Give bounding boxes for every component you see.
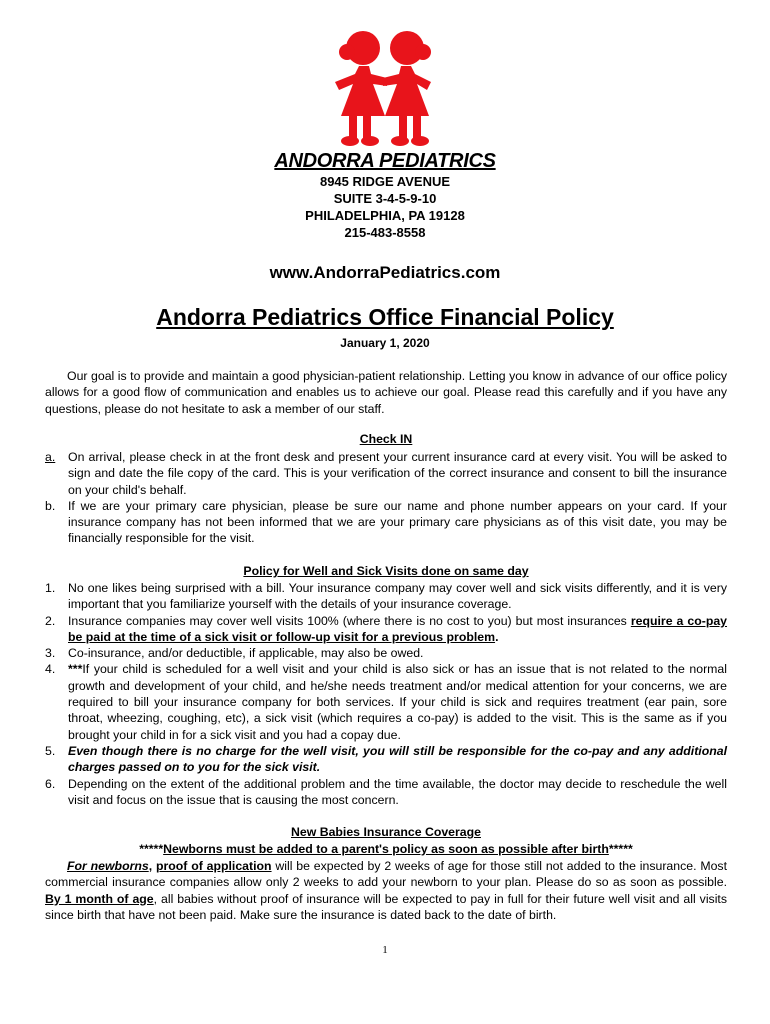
newborns-notice: [45, 841, 727, 857]
list-item-text: If we are your primary care physician, please be sure our name and phone number appears on your card. If your insurance company has not been informed that we are your primary care physicians as of this visit date, you may be financially responsible for the visit.: [68, 498, 727, 546]
well-sick-list: [45, 580, 727, 808]
policy-date: January 1, 2020: [340, 336, 430, 350]
check-in-list: [45, 449, 727, 547]
list-item: [45, 743, 727, 776]
list-item: [45, 661, 727, 742]
proof-of-application: proof of application: [155, 859, 272, 873]
list-marker: 5.: [45, 743, 56, 758]
intro-paragraph: Our goal is to provide and maintain a good physician-patient relationship. Letting you know in advance of our office policy allows for a good flow of communication and enables us to achieve our goal. Please read this carefully and if you have any questions, please do not hesitate to ask a member of our staff.: [45, 369, 727, 416]
children-logo-icon: [329, 26, 441, 150]
policy-title: Andorra Pediatrics Office Financial Policy: [156, 304, 614, 330]
item-end: .: [495, 629, 499, 644]
address-street: 8945 RIDGE AVENUE: [319, 174, 451, 189]
page-number: 1: [382, 944, 388, 956]
asterisks: ***: [68, 662, 83, 677]
list-item: [45, 645, 727, 661]
address-city: PHILADELPHIA, PA 19128: [305, 208, 465, 223]
list-item: [45, 498, 727, 547]
list-item-text: No one likes being surprised with a bill. Your insurance company may cover well and sick visits differently, and it is very important that you familiarize yourself with the details of your insurance coverage.: [68, 581, 727, 612]
list-item: [45, 613, 727, 646]
newborns-comma: ,: [148, 859, 156, 873]
list-marker: 6.: [45, 776, 56, 791]
newborns-text-2: , all babies without proof of insurance will be expected to pay in full for their future well visit and all visits since birth that have not been paid. Make sure the insurance is dated back to the date of birth.: [45, 891, 727, 922]
newborns-heading: New Babies Insurance Coverage: [291, 825, 481, 839]
list-item-text: Co-insurance, and/or deductible, if applicable, may also be owed.: [68, 646, 424, 661]
list-marker: 3.: [45, 646, 56, 661]
newborns-paragraph: [45, 858, 727, 923]
newborns-lead: For newborns: [67, 859, 149, 873]
list-item: [45, 449, 727, 498]
list-item-text: Depending on the extent of the additional problem and the time available, the doctor may decide to reschedule the well visit and focus on the issue that is causing the most concern.: [68, 776, 727, 807]
list-marker: 2.: [45, 613, 56, 628]
item-text: If your child is scheduled for a well visit and your child is also sick or has an issue that is not related to the normal growth and development of your child, and he/she needs treatment and/or medical attention for your concerns, we are required to bill your insurance company for both services. If your child is sick and requires treatment (ear pain, sore throat, wheezing, coughing, etc), a sick visit (which requires a co-pay) is added to the visit. This is the same as if you brought your child in for a sick visit and you had a copay due.: [68, 662, 727, 742]
list-item-text: [68, 613, 727, 646]
one-month-deadline: By 1 month of age: [45, 891, 154, 906]
list-item: [45, 580, 727, 613]
stars-right: *****: [608, 842, 633, 856]
copay-requirement: require a co-pay be paid at the time of a sick visit or follow-up visit for a previous problem: [68, 613, 728, 644]
stars-left: *****: [139, 842, 164, 856]
list-marker: b.: [45, 498, 56, 513]
well-sick-heading: Policy for Well and Sick Visits done on same day: [243, 564, 529, 578]
newborns-notice-text: Newborns must be added to a parent's policy as soon as possible after birth: [163, 842, 609, 856]
org-name: ANDORRA PEDIATRICS: [274, 150, 496, 172]
address-suite: SUITE 3-4-5-9-10: [333, 191, 437, 206]
item-text: Insurance companies may cover well visits 100% (where there is no cost to you) but most insurances: [68, 613, 631, 628]
phone-number: 215-483-8558: [344, 225, 426, 240]
list-marker: a.: [45, 450, 56, 464]
list-item-text: [68, 661, 727, 742]
website: www.AndorraPediatrics.com: [269, 263, 501, 282]
list-marker: 4.: [45, 662, 56, 677]
check-in-heading: Check IN: [359, 432, 413, 446]
list-marker: 1.: [45, 581, 56, 595]
list-item-text: Even though there is no charge for the well visit, you will still be responsible for the co-pay and any additional charges passed on to you for the sick visit.: [68, 743, 727, 775]
newborns-text-1: will be expected by 2 weeks of age for those still not added to the insurance. Most commercial insurance companies allow only 2 weeks to add your newborn to your plan. Please do so as soon as possible.: [45, 859, 727, 890]
list-item: [45, 776, 727, 809]
list-item-text: On arrival, please check in at the front desk and present your current insurance card at every visit. You will be asked to sign and date the file copy of the card. This is your verification of the correct insurance and consent to bill the insurance on your child's behalf.: [68, 450, 727, 497]
